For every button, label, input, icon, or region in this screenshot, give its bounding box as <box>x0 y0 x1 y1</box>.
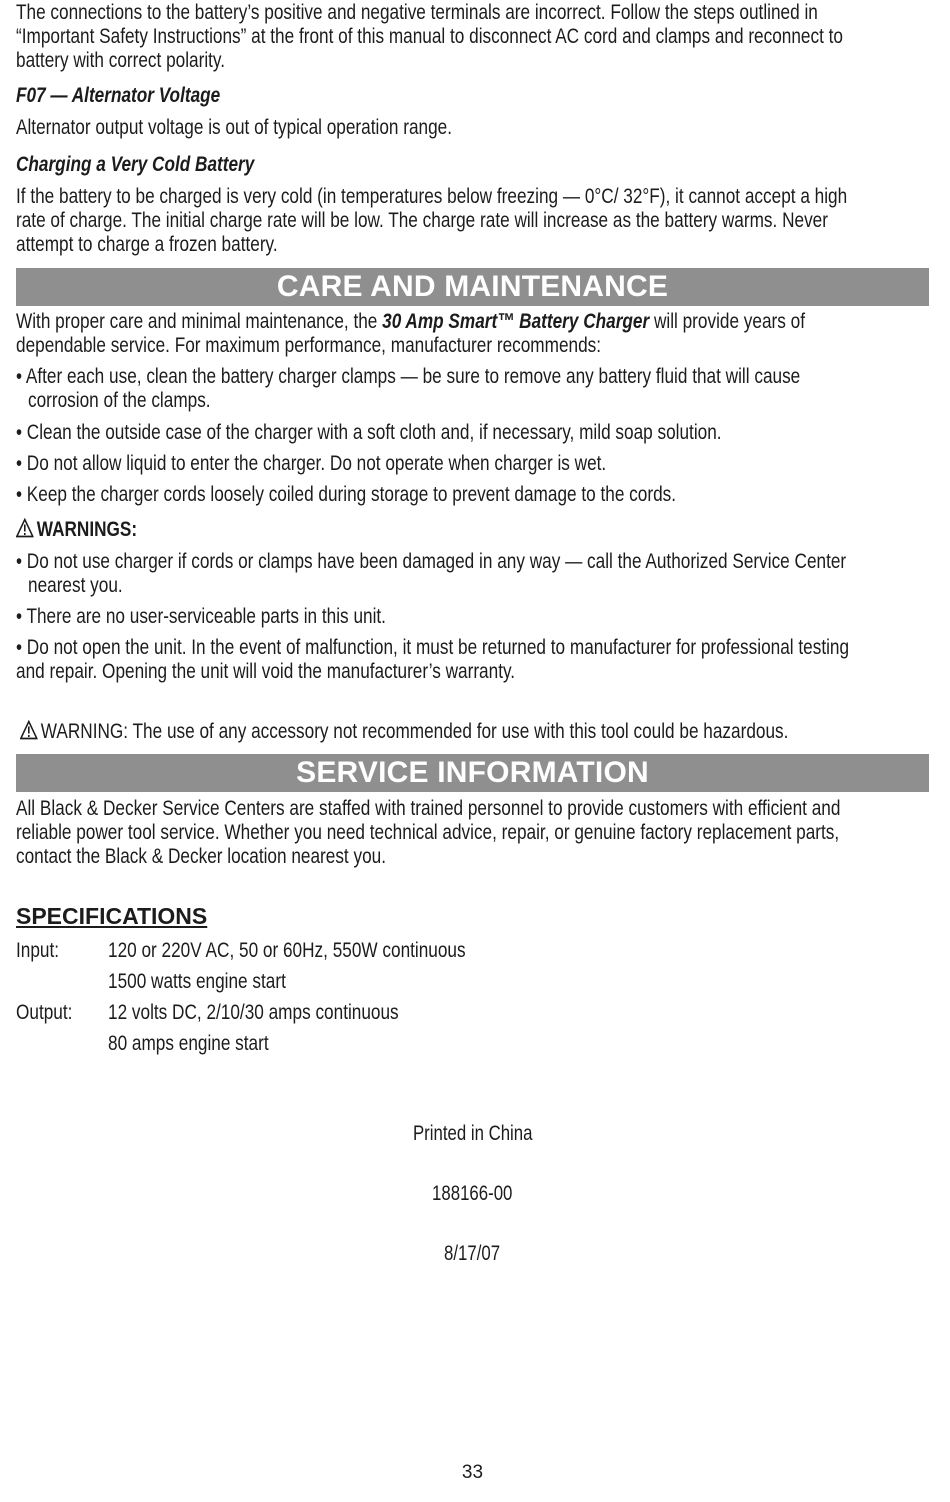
spec-output-values: 12 volts DC, 2/10/30 amps continuous 80 amps engine start <box>108 1000 399 1055</box>
warning-bullet: • Do not open the unit. In the event of malfunction, it must be returned to manufacturer for professional testing and repair. Opening the unit will void the manufacturer’s warranty. <box>16 635 850 683</box>
warning-bullet: • Do not use charger if cords or clamps have been damaged in any way — call the Authorized Service Center nearest you. <box>16 549 847 597</box>
intro-line: The connections to the battery’s positive and negative terminals are incorrect. Follow the steps outlined in <box>16 0 818 24</box>
cold-battery-heading: Charging a Very Cold Battery <box>16 152 255 176</box>
care-intro-line: With proper care and minimal maintenance, the 30 Amp Smart™ Battery Charger will provide years of <box>16 309 805 333</box>
care-intro-line: dependable service. For maximum performance, manufacturer recommends: <box>16 333 602 357</box>
print-date: 8/17/07 <box>444 1242 501 1265</box>
care-bullet: • Clean the outside case of the charger with a soft cloth and, if necessary, mild soap solution. <box>16 420 722 444</box>
cold-line: rate of charge. The initial charge rate will be low. The charge rate will increase as the battery warms. Never <box>16 208 828 232</box>
care-bullet: • Keep the charger cords loosely coiled during storage to prevent damage to the cords. <box>16 482 677 506</box>
intro-line: battery with correct polarity. <box>16 48 226 72</box>
service-information-banner: SERVICE INFORMATION <box>16 754 929 792</box>
service-line: contact the Black & Decker location nearest you. <box>16 844 386 868</box>
f07-text: Alternator output voltage is out of typical operation range. <box>16 115 453 139</box>
service-line: reliable power tool service. Whether you need technical advice, repair, or genuine factory replacement parts, <box>16 820 840 844</box>
intro-paragraph <box>16 0 950 72</box>
printed-in: Printed in China <box>412 1122 533 1145</box>
specifications-heading: SPECIFICATIONS <box>16 903 208 929</box>
warning-bullet: • There are no user-serviceable parts in this unit. <box>16 604 386 628</box>
intro-line: “Important Safety Instructions” at the front of this manual to disconnect AC cord and clamps and reconnect to <box>16 24 843 48</box>
care-bullet: • Do not allow liquid to enter the charger. Do not operate when charger is wet. <box>16 451 607 475</box>
cold-line: If the battery to be charged is very cold (in temperatures below freezing — 0°C/ 32°F), it cannot accept a high <box>16 184 848 208</box>
f07-heading: F07 — Alternator Voltage <box>16 83 221 107</box>
care-maintenance-banner: CARE AND MAINTENANCE <box>16 268 929 306</box>
part-number: 188166-00 <box>432 1182 513 1205</box>
warning-triangle-icon <box>20 720 38 740</box>
page-number: 33 <box>461 1462 484 1483</box>
cold-battery-paragraph <box>16 184 950 256</box>
accessory-warning: WARNING: The use of any accessory not recommended for use with this tool could be hazardous. <box>20 719 950 743</box>
product-name: 30 Amp Smart™ Battery Charger <box>382 309 650 333</box>
warnings-heading: WARNINGS: <box>16 517 167 541</box>
spec-input-label: Input: <box>16 938 60 962</box>
cold-line: attempt to charge a frozen battery. <box>16 232 278 256</box>
service-line: All Black & Decker Service Centers are staffed with trained personnel to provide customers with efficient and <box>16 796 841 820</box>
service-paragraph <box>16 796 950 868</box>
warning-triangle-icon <box>16 518 34 538</box>
spec-input-values: 120 or 220V AC, 50 or 60Hz, 550W continuous 1500 watts engine start <box>108 938 466 993</box>
care-bullet: • After each use, clean the battery charger clamps — be sure to remove any battery fluid that will cause corrosion of the clamps. <box>16 364 801 412</box>
care-intro <box>16 309 950 357</box>
spec-output-label: Output: <box>16 1000 73 1024</box>
